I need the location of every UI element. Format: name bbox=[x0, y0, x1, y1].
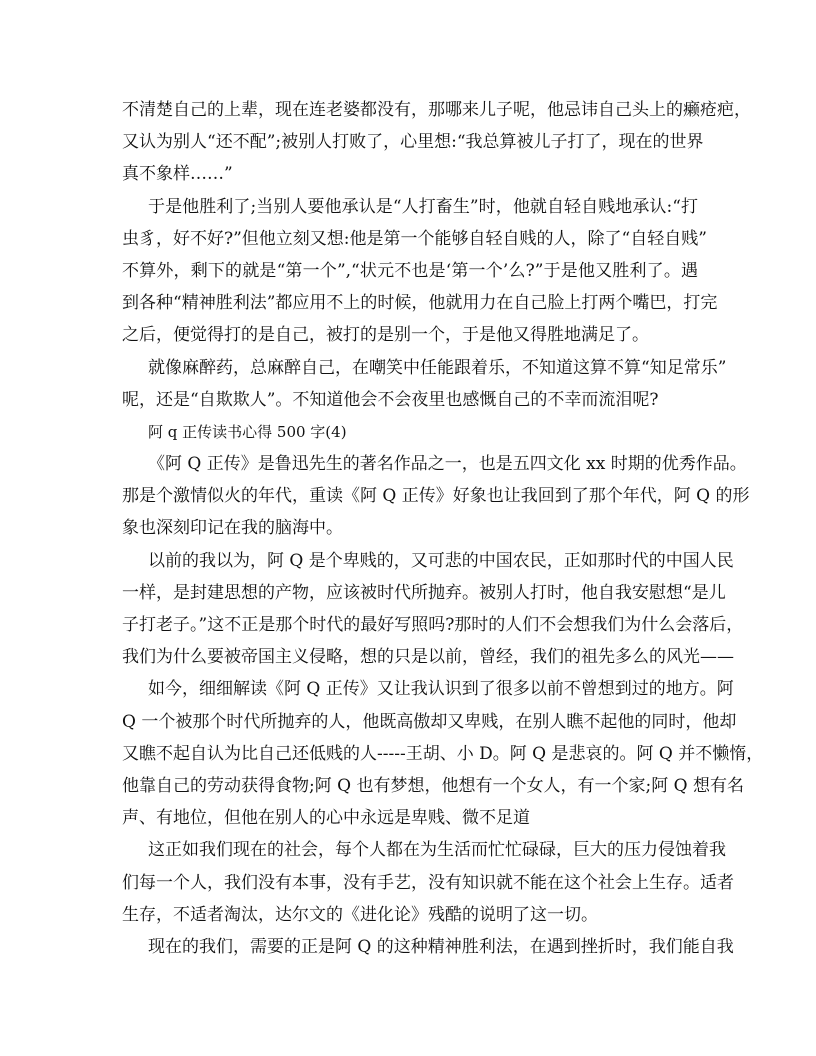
text-line: 那是个激情似火的年代，重读《阿 Q 正传》好象也让我回到了那个年代，阿 Q 的形 bbox=[122, 486, 750, 507]
text-line: 如今，细细解读《阿 Q 正传》又让我认识到了很多以前不曾想到过的地方。阿 bbox=[148, 679, 734, 700]
text-line: 又瞧不起自认为比自己还低贱的人-----王胡、小 D。阿 Q 是悲哀的。阿 Q 并不懒惰， bbox=[122, 743, 764, 764]
text-line: 不算外，剩下的就是“第一个”,“状元不也是‘第一个’么?”于是他又胜利了。遇 bbox=[122, 260, 698, 281]
text-line: 我们为什么要被帝国主义侵略，想的只是以前，曾经，我们的祖先多么的风光—— bbox=[122, 647, 734, 668]
text-line: 于是他胜利了;当别人要他承认是“人打畜生”时，他就自轻自贱地承认:“打 bbox=[148, 196, 698, 217]
text-line: 以前的我以为，阿 Q 是个卑贱的，又可悲的中国农民，正如那时代的中国人民 bbox=[148, 550, 734, 571]
text-line: 到各种“精神胜利法”都应用不上的时候，他就用力在自己脸上打两个嘴巴，打完 bbox=[122, 293, 718, 314]
text-line: 现在的我们，需要的正是阿 Q 的这种精神胜利法，在遇到挫折时，我们能自我 bbox=[148, 936, 734, 957]
text-line: 就像麻醉药，总麻醉自己，在嘲笑中任能跟着乐，不知道这算不算“知足常乐” bbox=[148, 357, 727, 378]
text-line: 生存，不适者淘汰，达尔文的《进化论》残酷的说明了这一切。 bbox=[122, 904, 598, 925]
section-heading: 阿 q 正传读书心得 500 字(4) bbox=[148, 422, 347, 441]
document-page bbox=[122, 94, 764, 963]
text-line: 们每一个人，我们没有本事，没有手艺，没有知识就不能在这个社会上生存。适者 bbox=[122, 872, 734, 893]
text-line: 他靠自己的劳动获得食物;阿 Q 也有梦想，他想有一个女人，有一个家;阿 Q 想有名 bbox=[122, 775, 744, 796]
text-line: 象也深刻印记在我的脑海中。 bbox=[122, 518, 343, 539]
text-line: 这正如我们现在的社会，每个人都在为生活而忙忙碌碌，巨大的压力侵蚀着我 bbox=[148, 840, 726, 861]
text-line: 呢，还是“自欺欺人”。不知道他会不会夜里也感慨自己的不幸而流泪呢? bbox=[122, 389, 659, 410]
text-line: 之后，便觉得打的是自己，被打的是别一个，于是他又得胜地满足了。 bbox=[122, 325, 649, 346]
text-line: 真不象样……” bbox=[122, 164, 233, 185]
text-line: 不清楚自己的上辈，现在连老婆都没有，那哪来儿子呢，他忌讳自己头上的癞疮疤， bbox=[122, 100, 751, 120]
text-line: 声、有地位，但他在别人的心中永远是卑贱、微不足道 bbox=[122, 808, 530, 829]
text-line: 子打老子。”这不正是那个时代的最好写照吗?那时的人们不会想我们为什么会落后， bbox=[122, 615, 744, 635]
text-line: 又认为别人“还不配”;被别人打败了，心里想:“我总算被儿子打了，现在的世界 bbox=[122, 132, 704, 153]
text-line: 一样，是封建思想的产物，应该被时代所抛弃。被别人打时，他自我安慰想“是儿 bbox=[122, 582, 726, 603]
text-line: 《阿 Q 正传》是鲁迅先生的著名作品之一，也是五四文化 xx 时期的优秀作品。 bbox=[148, 454, 747, 475]
text-line: Q 一个被那个时代所抛弃的人，他既高傲却又卑贱，在别人瞧不起他的同时，他却 bbox=[122, 711, 737, 732]
text-line: 虫豸，好不好?”但他立刻又想:他是第一个能够自轻自贱的人，除了“自轻自贱” bbox=[122, 228, 707, 249]
